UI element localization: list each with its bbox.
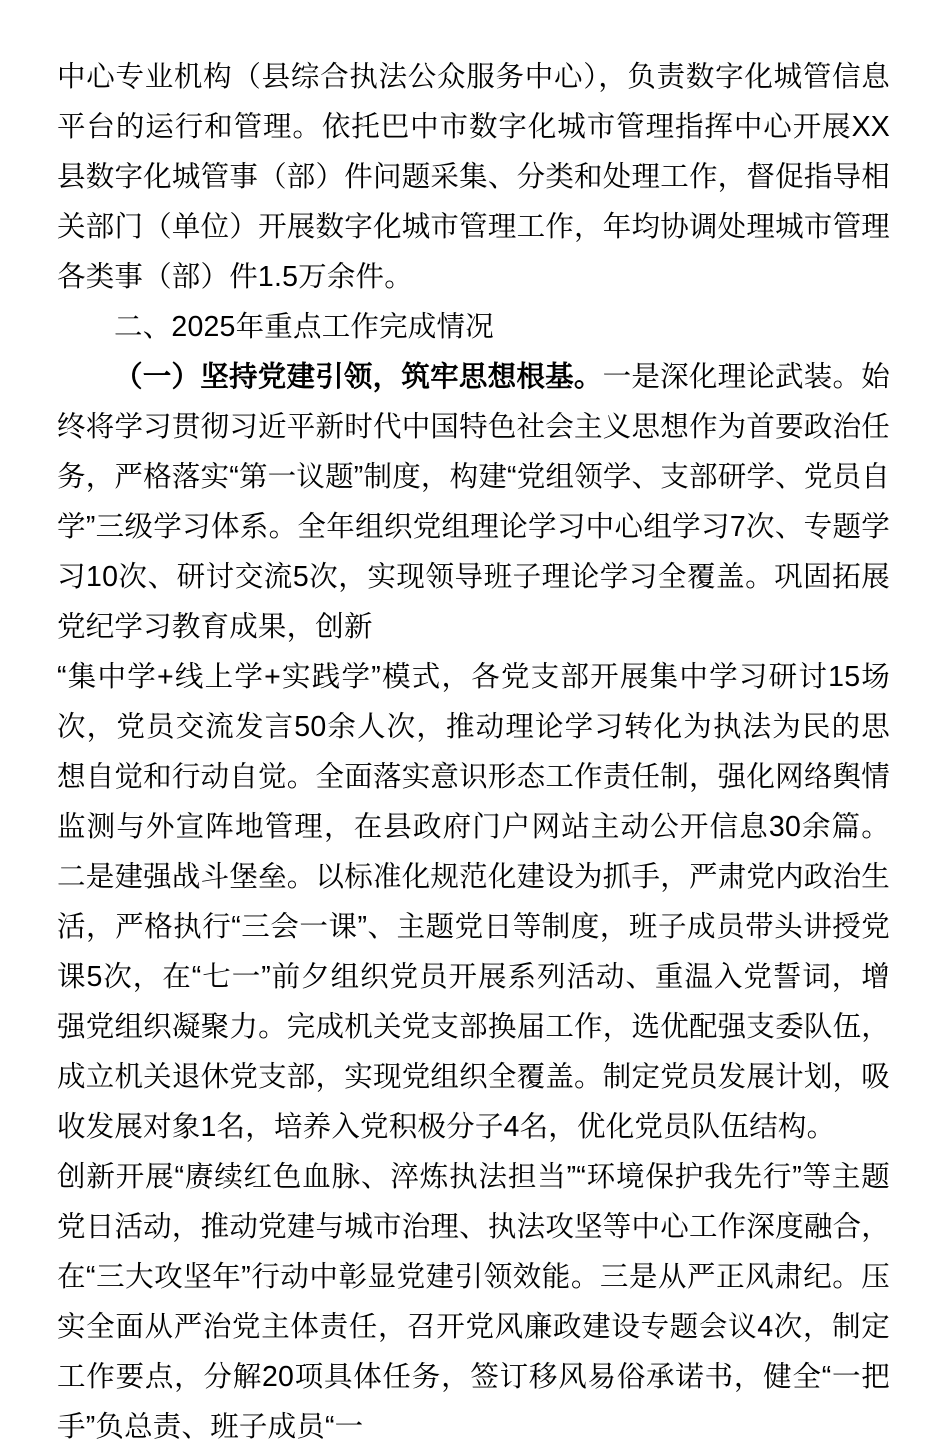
- document-body: [57, 52, 890, 1452]
- paragraph-continuation-2: 创新开展“赓续红色血脉、淬炼执法担当”“环境保护我先行”等主题党日活动，推动党建与城市治理、执法攻坚等中心工作深度融合，在“三大攻坚年”行动中彰显党建引领效能。三是从严正风肃纪。压实全面从严治党主体责任，召开党风廉政建设专题会议4次，制定工作要点，分解20项具体任务，签订移风易俗承诺书，健全“一把手”负总责、班子成员“一: [57, 1161, 890, 1443]
- paragraph-continued-org: 中心专业机构（县综合执法公众服务中心），负责数字化城管信息平台的运行和管理。依托巴中市数字化城市管理指挥中心开展XX县数字化城管事（部）件问题采集、分类和处理工作，督促指导相关部门（单位）开展数字化城市管理工作，年均协调处理城市管理各类事（部）件1.5万余件。: [57, 61, 890, 293]
- section-one-bold-lead: （一）坚持党建引领，筑牢思想根基。: [114, 361, 603, 393]
- paragraph-section-one: [57, 352, 890, 652]
- section-heading-two: 二、2025年重点工作完成情况: [114, 311, 494, 343]
- section-one-body: 一是深化理论武装。始终将学习贯彻习近平新时代中国特色社会主义思想作为首要政治任务，严格落实“第一议题”制度，构建“党组领学、支部研学、党员自学”三级学习体系。全年组织党组理论学习中心组学习7次、专题学习10次、研讨交流5次，实现领导班子理论学习全覆盖。巩固拓展党纪学习教育成果，创新: [57, 361, 890, 643]
- paragraph-continuation-1: “集中学+线上学+实践学”模式，各党支部开展集中学习研讨15场次，党员交流发言50余人次，推动理论学习转化为执法为民的思想自觉和行动自觉。全面落实意识形态工作责任制，强化网络舆情监测与外宣阵地管理，在县政府门户网站主动公开信息30余篇。二是建强战斗堡垒。以标准化规范化建设为抓手，严肃党内政治生活，严格执行“三会一课”、主题党日等制度，班子成员带头讲授党课5次，在“七一”前夕组织党员开展系列活动、重温入党誓词，增强党组织凝聚力。完成机关党支部换届工作，选优配强支委队伍，成立机关退休党支部，实现党组织全覆盖。制定党员发展计划，吸收发展对象1名，培养入党积极分子4名，优化党员队伍结构。: [57, 661, 890, 1143]
